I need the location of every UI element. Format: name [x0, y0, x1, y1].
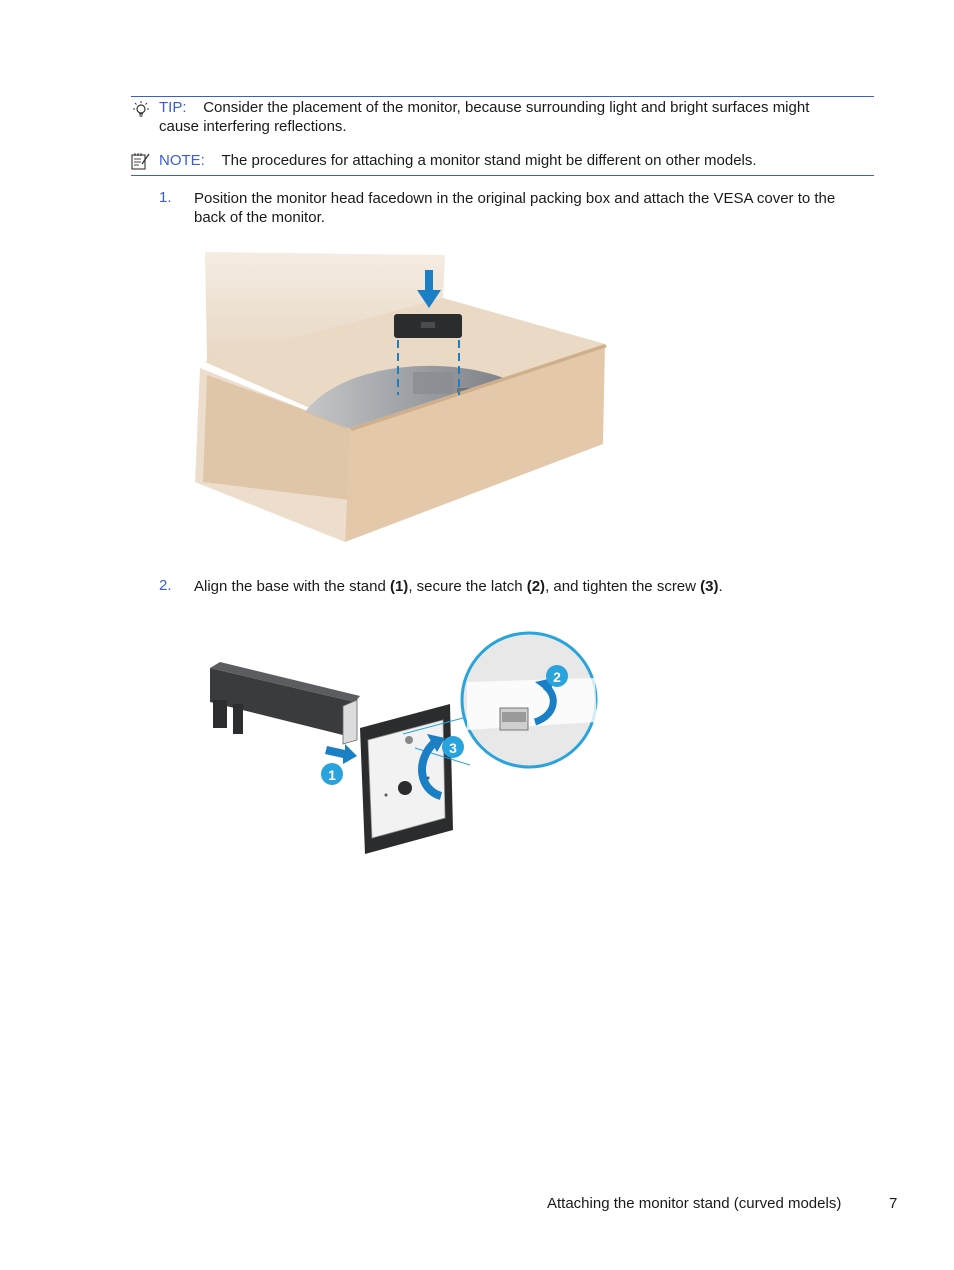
tip-label: TIP: — [159, 99, 187, 116]
step-2-ref2: (2) — [526, 578, 546, 595]
footer-section-title: Attaching the monitor stand (curved models) — [547, 1195, 842, 1212]
note-bottom-rule — [131, 175, 874, 176]
step-2-ref3: (3) — [700, 578, 719, 595]
figure-monitor-in-box — [195, 250, 607, 542]
step-1-line2: back of the monitor. — [194, 209, 325, 226]
note-label: NOTE: — [159, 152, 205, 169]
step-2-seg4: . — [718, 578, 723, 595]
step-2-ref1: (1) — [389, 578, 409, 595]
step-2-seg2: , secure the latch — [408, 578, 527, 595]
tip-top-rule — [131, 96, 874, 97]
callout-2-label: 2 — [553, 669, 561, 685]
step-1-text — [194, 189, 874, 227]
step-2-text — [194, 577, 874, 596]
note-pad-icon — [131, 152, 151, 170]
tip-paragraph — [159, 98, 874, 136]
step-1-line1: Position the monitor head facedown in the original packing box and attach the VESA cover to the — [194, 190, 836, 207]
tip-text-line2: cause interfering reflections. — [159, 118, 347, 135]
callout-1-label: 1 — [328, 767, 336, 783]
step-1-number: 1. — [159, 189, 172, 206]
step-2-seg1: Align the base with the stand — [194, 578, 390, 595]
callout-3-label: 3 — [449, 740, 457, 756]
tip-text-line1: Consider the placement of the monitor, because surrounding light and bright surfaces might — [203, 99, 810, 116]
note-text: The procedures for attaching a monitor stand might be different on other models. — [221, 152, 757, 169]
figure-attach-base — [205, 630, 605, 860]
footer-page-number: 7 — [889, 1195, 898, 1212]
step-2-seg3: , and tighten the screw — [545, 578, 701, 595]
lightbulb-icon — [131, 100, 151, 120]
step-2-number: 2. — [159, 577, 172, 594]
note-paragraph — [159, 151, 874, 170]
